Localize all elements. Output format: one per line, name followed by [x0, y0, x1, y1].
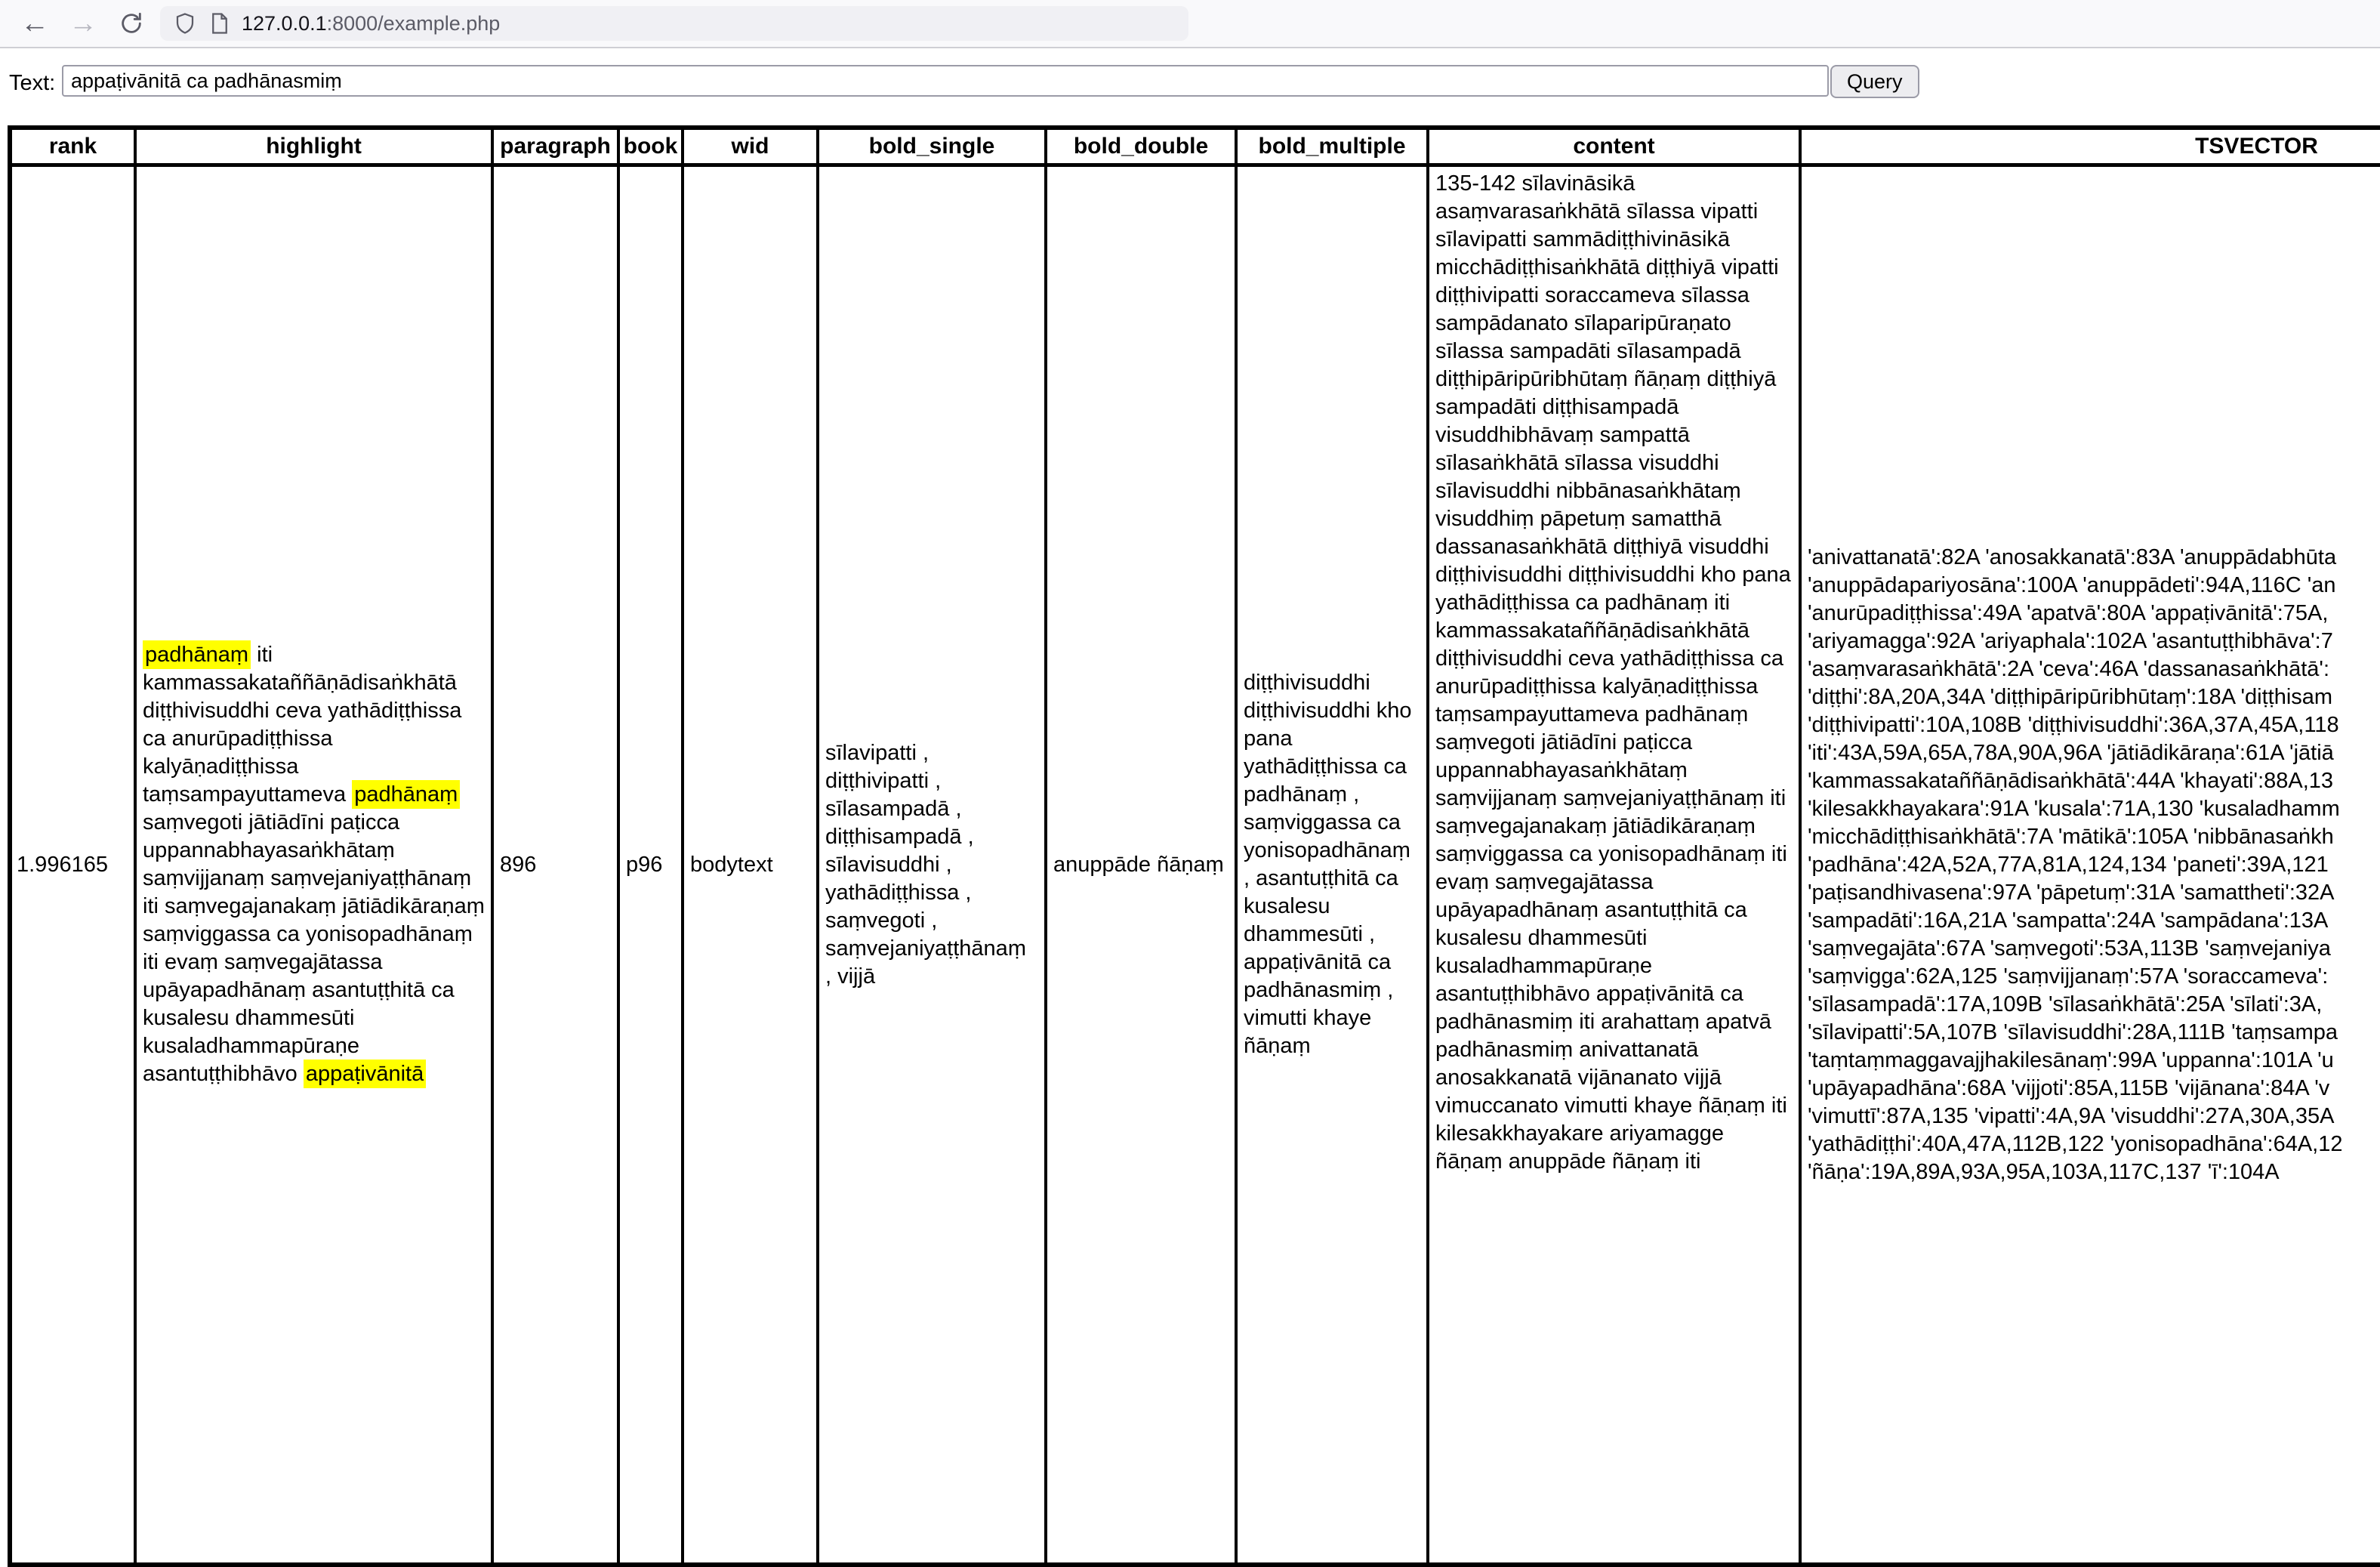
- url-text: [242, 12, 500, 35]
- tsvector-line: 'kammassakataññāṇādisaṅkhātā':44A 'khayati':88A,13: [1808, 768, 2334, 793]
- page-info-icon[interactable]: [210, 12, 230, 35]
- tsvector-line: 'saṃvegajāta':67A 'saṃvegoti':53A,113B 'saṃvejaniya: [1808, 936, 2331, 961]
- col-header-highlight: highlight: [135, 128, 492, 165]
- tsvector-line: 'micchādiṭṭhisaṅkhātā':7A 'mātikā':105A 'nibbānasaṅkh: [1808, 824, 2334, 849]
- col-header-bold-single: bold_single: [818, 128, 1046, 165]
- tsvector-line: 'paṭisandhivasena':97A 'pāpetuṃ':31A 'samattheti':32A: [1808, 880, 2335, 905]
- reload-icon[interactable]: [110, 0, 153, 47]
- query-button[interactable]: Query: [1830, 65, 1919, 98]
- cell-book: p96: [618, 165, 683, 1565]
- table-row: [10, 165, 2380, 1565]
- cell-rank: 1.996165: [10, 165, 135, 1565]
- query-input[interactable]: [62, 65, 1829, 97]
- tsvector-line: 'padhāna':42A,52A,77A,81A,124,134 'paneti':39A,121: [1808, 852, 2329, 877]
- back-icon[interactable]: ←: [14, 0, 56, 47]
- results-table: [8, 125, 2380, 1567]
- cell-bold-multiple: diṭṭhivisuddhi diṭṭhivisuddhi kho pana yathādiṭṭhissa ca padhānaṃ , saṃviggassa ca yonisopadhānaṃ , asantuṭṭhitā ca kusalesu dhammesūti , appaṭivānitā ca padhānasmiṃ , vimutti khaye ñāṇaṃ: [1236, 165, 1428, 1565]
- col-header-bold-double: bold_double: [1046, 128, 1236, 165]
- cell-content: 135-142 sīlavināsikā asaṃvarasaṅkhātā sīlassa vipatti sīlavipatti sammādiṭṭhivināsikā micchādiṭṭhisaṅkhātā diṭṭhiyā vipatti diṭṭhivipatti soraccameva sīlassa sampādanato sīlaparipūraṇato sīlassa sampadāti sīlasampadā diṭṭhipāripūribhūtaṃ ñāṇaṃ diṭṭhiyā sampadāti diṭṭhisampadā visuddhibhāvaṃ sampattā sīlasaṅkhātā sīlassa visuddhi sīlavisuddhi nibbānasaṅkhātaṃ visuddhiṃ pāpetuṃ samatthā dassanasaṅkhātā diṭṭhiyā visuddhi diṭṭhivisuddhi diṭṭhivisuddhi kho pana yathādiṭṭhissa ca padhānaṃ iti kammassakataññāṇādisaṅkhātā diṭṭhivisuddhi ceva yathādiṭṭhissa ca anurūpadiṭṭhissa kalyāṇadiṭṭhissa taṃsampayuttameva padhānaṃ saṃvegoti jātiādīni paṭicca uppannabhayasaṅkhātaṃ saṃvijjanaṃ saṃvejaniyaṭṭhānaṃ iti saṃvegajanakaṃ jātiādikāraṇaṃ saṃviggassa ca yonisopadhānaṃ iti evaṃ saṃvegajātassa upāyapadhānaṃ asantuṭṭhitā ca kusalesu dhammesūti kusaladhammapūraṇe asantuṭṭhibhāvo appaṭivānitā ca padhānasmiṃ iti arahattaṃ apatvā padhānasmiṃ anivattanatā anosakkanatā vijānanato vijjā vimuccanato vimutti khaye ñāṇaṃ iti kilesakkhayakare ariyamagge ñāṇaṃ anuppāde ñāṇaṃ iti: [1428, 165, 1800, 1565]
- tsvector-line: 'saṃvigga':62A,125 'saṃvijjanaṃ':57A 'soraccameva':: [1808, 964, 2329, 989]
- highlighted-term: padhānaṃ: [143, 640, 251, 669]
- highlighted-term: padhānaṃ: [352, 780, 460, 809]
- tsvector-line: 'asaṃvarasaṅkhātā':2A 'ceva':46A 'dassanasaṅkhātā':: [1808, 656, 2330, 681]
- results-table-wrap: [8, 125, 2380, 1567]
- tsvector-line: 'vimuttī':87A,135 'vipatti':4A,9A 'visuddhi':27A,30A,35A: [1808, 1103, 2335, 1128]
- col-header-wid: wid: [683, 128, 818, 165]
- cell-bold-single: sīlavipatti , diṭṭhivipatti , sīlasampadā , diṭṭhisampadā , sīlavisuddhi , yathādiṭṭhissa , saṃvegoti , saṃvejaniyaṭṭhānaṃ , vijjā: [818, 165, 1046, 1565]
- text-run: saṃvegoti jātiādīni paṭicca uppannabhayasaṅkhātaṃ saṃvijjanaṃ saṃvejaniyaṭṭhānaṃ iti saṃvegajanakaṃ jātiādikāraṇaṃ saṃviggassa ca yonisopadhānaṃ iti evaṃ saṃvegajātassa upāyapadhānaṃ asantuṭṭhitā ca kusalesu dhammesūti kusaladhammapūraṇe asantuṭṭhibhāvo: [143, 810, 485, 1086]
- highlighted-term: appaṭivānitā: [304, 1060, 426, 1088]
- tsvector-line: 'upāyapadhāna':68A 'vijjoti':85A,115B 'vijānana':84A 'v: [1808, 1075, 2330, 1100]
- col-header-tsvector: TSVECTOR: [1800, 128, 2380, 165]
- cell-highlight: [135, 165, 492, 1565]
- tsvector-line: 'sīlavipatti':5A,107B 'sīlavisuddhi':28A,111B 'taṃsampa: [1808, 1019, 2338, 1044]
- tsvector-line: 'yathādiṭṭhi':40A,47A,112B,122 'yonisopadhāna':64A,12: [1808, 1131, 2343, 1156]
- cell-tsvector: [1800, 165, 2380, 1565]
- tsvector-line: 'kilesakkhayakara':91A 'kusala':71A,130 'kusaladhamm: [1808, 796, 2340, 821]
- tsvector-line: 'iti':43A,59A,65A,78A,90A,96A 'jātiādikāraṇa':61A 'jātiā: [1808, 740, 2334, 765]
- tsvector-line: 'anivattanatā':82A 'anosakkanatā':83A 'anuppādabhūta: [1808, 544, 2337, 569]
- tsvector-line: 'ñāṇa':19A,89A,93A,95A,103A,117C,137 'ī':104A: [1808, 1159, 2280, 1184]
- col-header-book: book: [618, 128, 683, 165]
- cell-wid: bodytext: [683, 165, 818, 1565]
- col-header-content: content: [1428, 128, 1800, 165]
- url-path: :8000/example.php: [326, 11, 501, 35]
- query-form: [0, 48, 2380, 127]
- tsvector-line: 'diṭṭhi':8A,20A,34A 'diṭṭhipāripūribhūtaṃ':18A 'diṭṭhisam: [1808, 684, 2333, 709]
- url-host: 127.0.0.1: [242, 11, 327, 35]
- text-label: Text:: [9, 71, 56, 95]
- col-header-paragraph: paragraph: [492, 128, 618, 165]
- col-header-rank: rank: [10, 128, 135, 165]
- header-row: [10, 128, 2380, 165]
- cell-paragraph: 896: [492, 165, 618, 1565]
- text-run: iti kammassakataññāṇādisaṅkhātā diṭṭhivisuddhi ceva yathādiṭṭhissa ca anurūpadiṭṭhissa kalyāṇadiṭṭhissa taṃsampayuttameva: [143, 643, 462, 807]
- tsvector-line: 'anurūpadiṭṭhissa':49A 'apatvā':80A 'appaṭivānitā':75A,: [1808, 600, 2329, 625]
- browser-toolbar: [0, 0, 2380, 48]
- url-bar[interactable]: [160, 6, 1188, 41]
- tsvector-line: 'ariyamagga':92A 'ariyaphala':102A 'asantuṭṭhibhāva':7: [1808, 628, 2333, 653]
- tsvector-line: 'sīlasampadā':17A,109B 'sīlasaṅkhātā':25A 'sīlati':3A,: [1808, 992, 2323, 1016]
- cell-bold-double: anuppāde ñāṇaṃ: [1046, 165, 1236, 1565]
- shield-icon[interactable]: [174, 11, 196, 35]
- forward-icon[interactable]: →: [62, 0, 104, 47]
- tsvector-line: 'taṃtaṃmaggavajjhakilesānaṃ':99A 'uppanna':101A 'u: [1808, 1047, 2334, 1072]
- tsvector-line: 'diṭṭhivipatti':10A,108B 'diṭṭhivisuddhi':36A,37A,45A,118: [1808, 712, 2339, 737]
- tsvector-line: 'anuppādapariyosāna':100A 'anuppādeti':94A,116C 'an: [1808, 572, 2336, 597]
- col-header-bold-multiple: bold_multiple: [1236, 128, 1428, 165]
- tsvector-line: 'sampadāti':16A,21A 'sampatta':24A 'sampādana':13A: [1808, 908, 2329, 933]
